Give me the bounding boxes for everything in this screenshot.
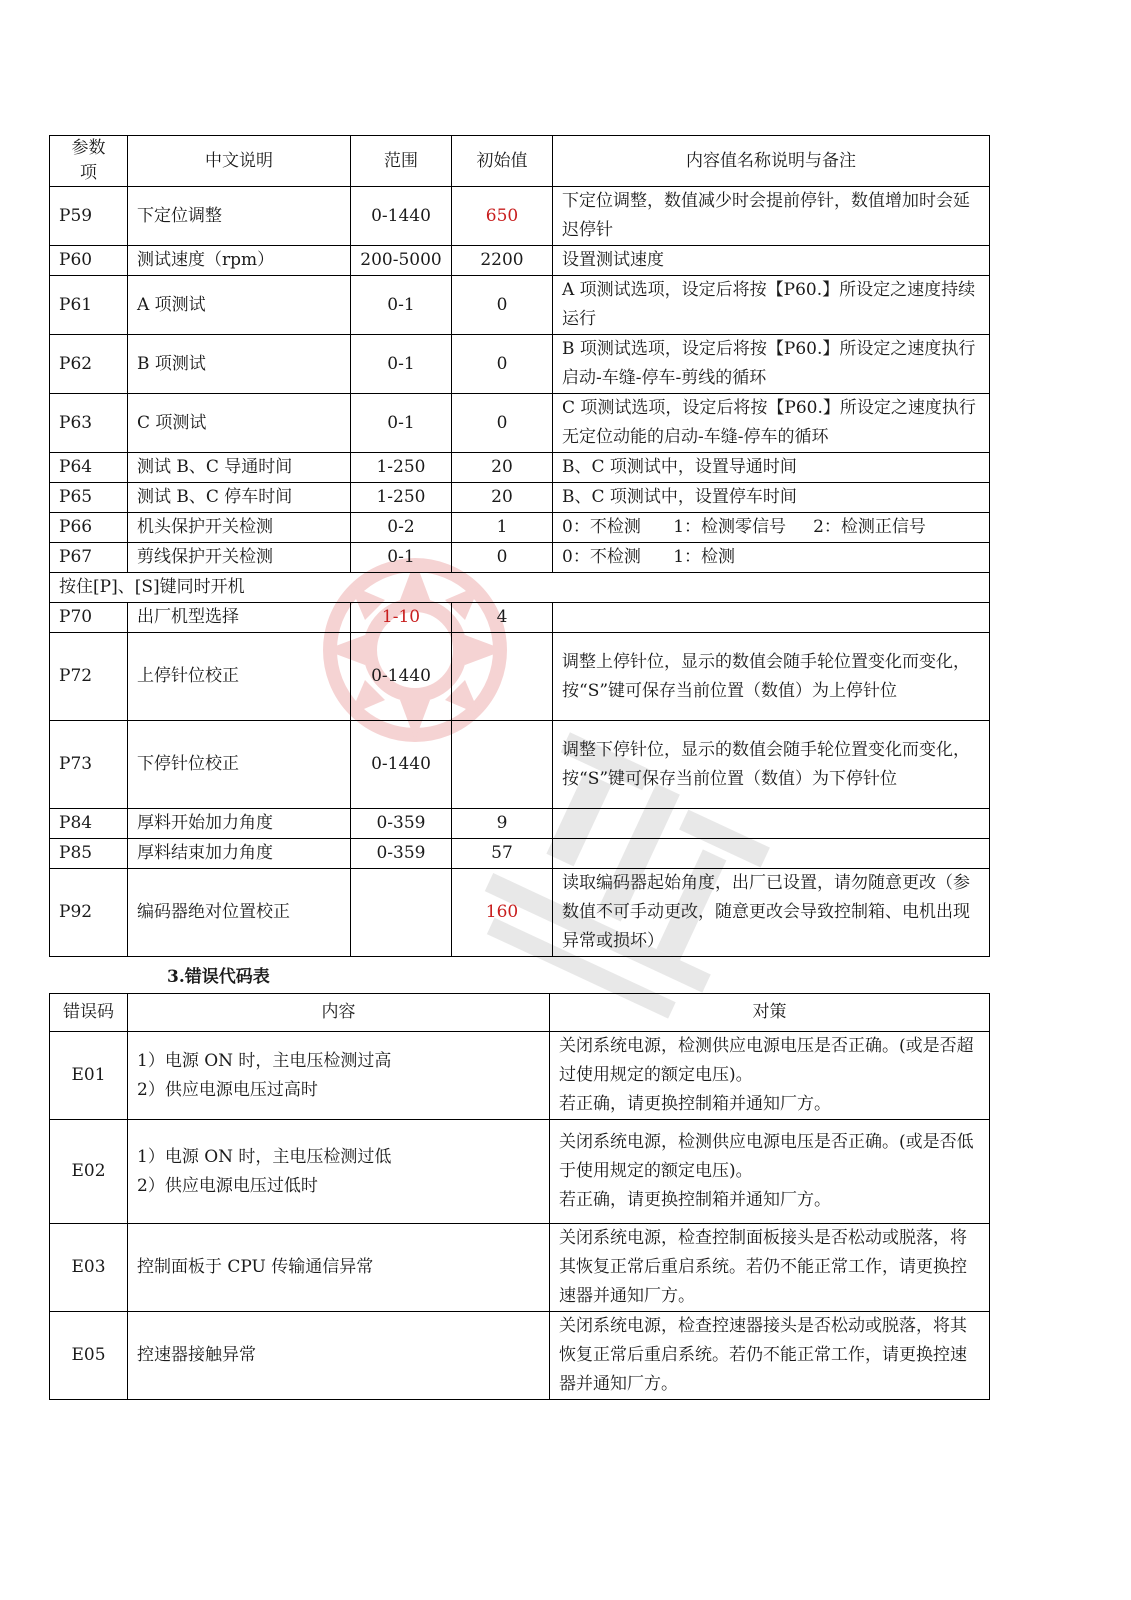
error-row [50, 1312, 990, 1400]
param-note: A 项测试选项，设定后将按【P60.】所设定之速度持续运行 [553, 276, 990, 335]
param-row [50, 394, 990, 453]
param-note: 设置测试速度 [553, 246, 990, 276]
param-row [50, 721, 990, 809]
param-range: 0-1 [351, 394, 452, 453]
param-default: 160 [452, 869, 553, 957]
param-code: P60 [50, 246, 128, 276]
param-note: 读取编码器起始角度，出厂已设置，请勿随意更改（参数值不可手动更改，随意更改会导致控制箱、电机出现异常或损坏） [553, 869, 990, 957]
param-default: 0 [452, 543, 553, 573]
error-content [128, 1312, 550, 1400]
param-default: 0 [452, 394, 553, 453]
param-note: 0：不检测 1：检测零信号 2：检测正信号 [553, 513, 990, 543]
error-remedy-line: 关闭系统电源，检测供应电源电压是否正确。(或是否低于使用规定的额定电压)。 [559, 1132, 974, 1181]
error-content [128, 1120, 550, 1224]
param-name: 下定位调整 [128, 187, 351, 246]
error-remedy [550, 1120, 990, 1224]
error-content-line: 2）供应电源电压过高时 [137, 1079, 318, 1100]
error-header-row [50, 994, 990, 1032]
param-code: P92 [50, 869, 128, 957]
param-name: 测试 B、C 停车时间 [128, 483, 351, 513]
param-header-cell: 中文说明 [128, 136, 351, 187]
param-note: B、C 项测试中，设置导通时间 [553, 453, 990, 483]
param-default: 1 [452, 513, 553, 543]
param-row [50, 276, 990, 335]
param-code: P72 [50, 633, 128, 721]
param-header-row [50, 136, 990, 187]
param-code: P85 [50, 839, 128, 869]
param-default: 20 [452, 483, 553, 513]
param-code: P73 [50, 721, 128, 809]
error-row [50, 1032, 990, 1120]
error-remedy [550, 1032, 990, 1120]
error-remedy-line: 关闭系统电源，检测供应电源电压是否正确。(或是否超过使用规定的额定电压)。 [559, 1036, 974, 1085]
param-range: 0-1 [351, 335, 452, 394]
param-range [351, 869, 452, 957]
param-header-cell: 参数 项 [50, 136, 128, 187]
param-default [452, 721, 553, 809]
param-code: P61 [50, 276, 128, 335]
error-code: E03 [50, 1224, 128, 1312]
param-name: 编码器绝对位置校正 [128, 869, 351, 957]
param-row [50, 513, 990, 543]
param-name: A 项测试 [128, 276, 351, 335]
error-remedy-line: 关闭系统电源，检查控制面板接头是否松动或脱落，将其恢复正常后重启系统。若仍不能正常工作，请更换控速器并通知厂方。 [559, 1228, 967, 1306]
error-remedy [550, 1312, 990, 1400]
param-header-cell: 初始值 [452, 136, 553, 187]
param-range: 0-1 [351, 276, 452, 335]
param-row [50, 453, 990, 483]
param-range: 0-2 [351, 513, 452, 543]
param-default: 9 [452, 809, 553, 839]
param-header-cell: 内容值名称说明与备注 [553, 136, 990, 187]
param-name: 出厂机型选择 [128, 603, 351, 633]
error-content [128, 1032, 550, 1120]
param-row [50, 187, 990, 246]
param-default: 2200 [452, 246, 553, 276]
error-content-line: 2）供应电源电压过低时 [137, 1175, 318, 1196]
param-default [452, 633, 553, 721]
param-name: C 项测试 [128, 394, 351, 453]
error-header-cell: 对策 [550, 994, 990, 1032]
param-default: 20 [452, 453, 553, 483]
param-row [50, 603, 990, 633]
error-content-line: 控制面板于 CPU 传输通信异常 [137, 1257, 374, 1277]
param-code: P67 [50, 543, 128, 573]
error-content-line: 1）电源 ON 时，主电压检测过低 [137, 1146, 392, 1167]
param-row [50, 839, 990, 869]
error-row [50, 1224, 990, 1312]
param-range: 0-1440 [351, 633, 452, 721]
param-name: 剪线保护开关检测 [128, 543, 351, 573]
param-range: 0-359 [351, 839, 452, 869]
error-header-cell: 错误码 [50, 994, 128, 1032]
parameter-table [49, 135, 990, 957]
param-code: P70 [50, 603, 128, 633]
param-note: 调整上停针位，显示的数值会随手轮位置变化而变化，按“S”键可保存当前位置（数值）为上停针位 [553, 633, 990, 721]
param-name: 测试 B、C 导通时间 [128, 453, 351, 483]
param-row [50, 869, 990, 957]
param-name: 测试速度（rpm） [128, 246, 351, 276]
param-range: 0-359 [351, 809, 452, 839]
param-note [553, 839, 990, 869]
param-group-row [50, 573, 990, 603]
param-code: P65 [50, 483, 128, 513]
param-note: C 项测试选项，设定后将按【P60.】所设定之速度执行无定位动能的启动-车缝-停车的循环 [553, 394, 990, 453]
param-name: 下停针位校正 [128, 721, 351, 809]
param-range: 0-1 [351, 543, 452, 573]
error-remedy-line: 关闭系统电源，检查控速器接头是否松动或脱落，将其恢复正常后重启系统。若仍不能正常工作，请更换控速器并通知厂方。 [559, 1316, 967, 1394]
param-header-cell: 范围 [351, 136, 452, 187]
param-name: 厚料结束加力角度 [128, 839, 351, 869]
param-name: 机头保护开关检测 [128, 513, 351, 543]
param-note: 调整下停针位，显示的数值会随手轮位置变化而变化，按“S”键可保存当前位置（数值）为下停针位 [553, 721, 990, 809]
error-header-cell: 内容 [128, 994, 550, 1032]
param-range: 1-250 [351, 453, 452, 483]
param-default: 650 [452, 187, 553, 246]
param-group-label: 按住[P]、[S]键同时开机 [50, 573, 990, 603]
param-name: B 项测试 [128, 335, 351, 394]
param-code: P62 [50, 335, 128, 394]
error-code: E01 [50, 1032, 128, 1120]
error-row [50, 1120, 990, 1224]
param-code: P63 [50, 394, 128, 453]
param-note: B 项测试选项，设定后将按【P60.】所设定之速度执行启动-车缝-停车-剪线的循环 [553, 335, 990, 394]
param-code: P66 [50, 513, 128, 543]
param-name: 上停针位校正 [128, 633, 351, 721]
param-default: 4 [452, 603, 553, 633]
param-note: 下定位调整，数值减少时会提前停针，数值增加时会延迟停针 [553, 187, 990, 246]
param-note [553, 809, 990, 839]
section-title: 3.错误代码表 [167, 967, 270, 987]
error-content [128, 1224, 550, 1312]
error-remedy-line: 若正确，请更换控制箱并通知厂方。 [559, 1190, 831, 1210]
param-code: P84 [50, 809, 128, 839]
error-content-line: 1）电源 ON 时，主电压检测过高 [137, 1050, 392, 1071]
param-row [50, 633, 990, 721]
param-range: 0-1440 [351, 721, 452, 809]
param-row [50, 246, 990, 276]
param-name: 厚料开始加力角度 [128, 809, 351, 839]
param-default: 57 [452, 839, 553, 869]
param-note: 0：不检测 1：检测 [553, 543, 990, 573]
param-default: 0 [452, 335, 553, 394]
error-remedy [550, 1224, 990, 1312]
error-code: E02 [50, 1120, 128, 1224]
param-note [553, 603, 990, 633]
param-range: 1-250 [351, 483, 452, 513]
param-range: 1-10 [351, 603, 452, 633]
param-default: 0 [452, 276, 553, 335]
param-note: B、C 项测试中，设置停车时间 [553, 483, 990, 513]
param-row [50, 809, 990, 839]
param-range: 0-1440 [351, 187, 452, 246]
error-code: E05 [50, 1312, 128, 1400]
param-code: P64 [50, 453, 128, 483]
error-code-table [49, 993, 990, 1400]
param-row [50, 335, 990, 394]
param-range: 200-5000 [351, 246, 452, 276]
param-row [50, 483, 990, 513]
error-remedy-line: 若正确，请更换控制箱并通知厂方。 [559, 1094, 831, 1114]
param-code: P59 [50, 187, 128, 246]
error-content-line: 控速器接触异常 [137, 1345, 256, 1365]
param-row [50, 543, 990, 573]
